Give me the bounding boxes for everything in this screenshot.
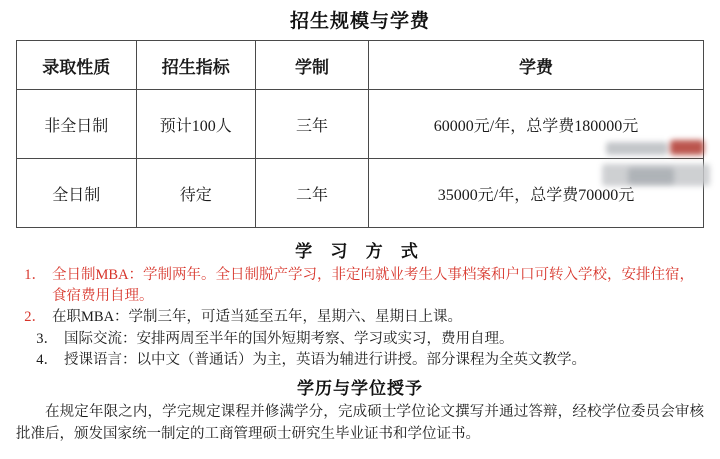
cell-nature: 全日制: [17, 159, 137, 228]
cell-nature: 非全日制: [17, 90, 137, 159]
study-mode-list: [0, 265, 720, 371]
list-item: [18, 265, 702, 306]
cell-duration: 二年: [256, 159, 369, 228]
cell-fee: 60000元/年，总学费180000元: [369, 90, 704, 159]
column-header-nature: 录取性质: [17, 41, 137, 90]
cell-quota: 待定: [136, 159, 256, 228]
list-item: [18, 329, 702, 350]
table-container: [0, 40, 720, 228]
section-heading-degree: 学历与学位授予: [297, 378, 423, 398]
list-item-number: 1．: [24, 267, 46, 283]
degree-paragraph: 在规定年限之内，学完规定课程并修满学分，完成硕士学位论文撰写并通过答辩，经校学位委员会审核批准后，颁发国家统一制定的工商管理硕士研究生毕业证书和学位证书。: [16, 403, 704, 442]
column-header-duration: 学制: [256, 41, 369, 90]
column-header-fee: 学费: [369, 41, 704, 90]
table-header: [17, 41, 704, 90]
cell-quota: 预计100人: [136, 90, 256, 159]
table-row: [17, 159, 704, 228]
list-item-number: 2．: [24, 309, 46, 326]
list-item-text: 全日制MBA：学制两年。全日制脱产学习，非定向就业考生人事档案和户口可转入学校，安排住宿，食宿费用自理。: [52, 267, 695, 304]
list-item-text: 授课语言：以中文（普通话）为主，英语为辅进行讲授。部分课程为全英文教学。: [64, 352, 586, 369]
cell-fee: 35000元/年，总学费70000元: [369, 159, 704, 228]
list-item-text: 在职MBA：学制三年，可适当延至五年，星期六、星期日上课。: [52, 309, 463, 326]
table-body: [17, 90, 704, 228]
list-item-text: 国际交流：安排两周至半年的国外短期考察、学习或实习，费用自理。: [64, 330, 514, 347]
admission-fee-table: [16, 40, 704, 228]
column-header-quota: 招生指标: [136, 41, 256, 90]
section-heading-study-mode: 学 习 方 式: [295, 242, 425, 261]
list-item-number: 4．: [36, 352, 58, 369]
table-header-row: [17, 41, 704, 90]
table-row: [17, 90, 704, 159]
page-title: 招生规模与学费: [289, 11, 430, 32]
cell-duration: 三年: [256, 90, 369, 159]
list-item-number: 3．: [36, 330, 58, 347]
list-item: [18, 307, 702, 328]
list-item: [18, 350, 702, 371]
